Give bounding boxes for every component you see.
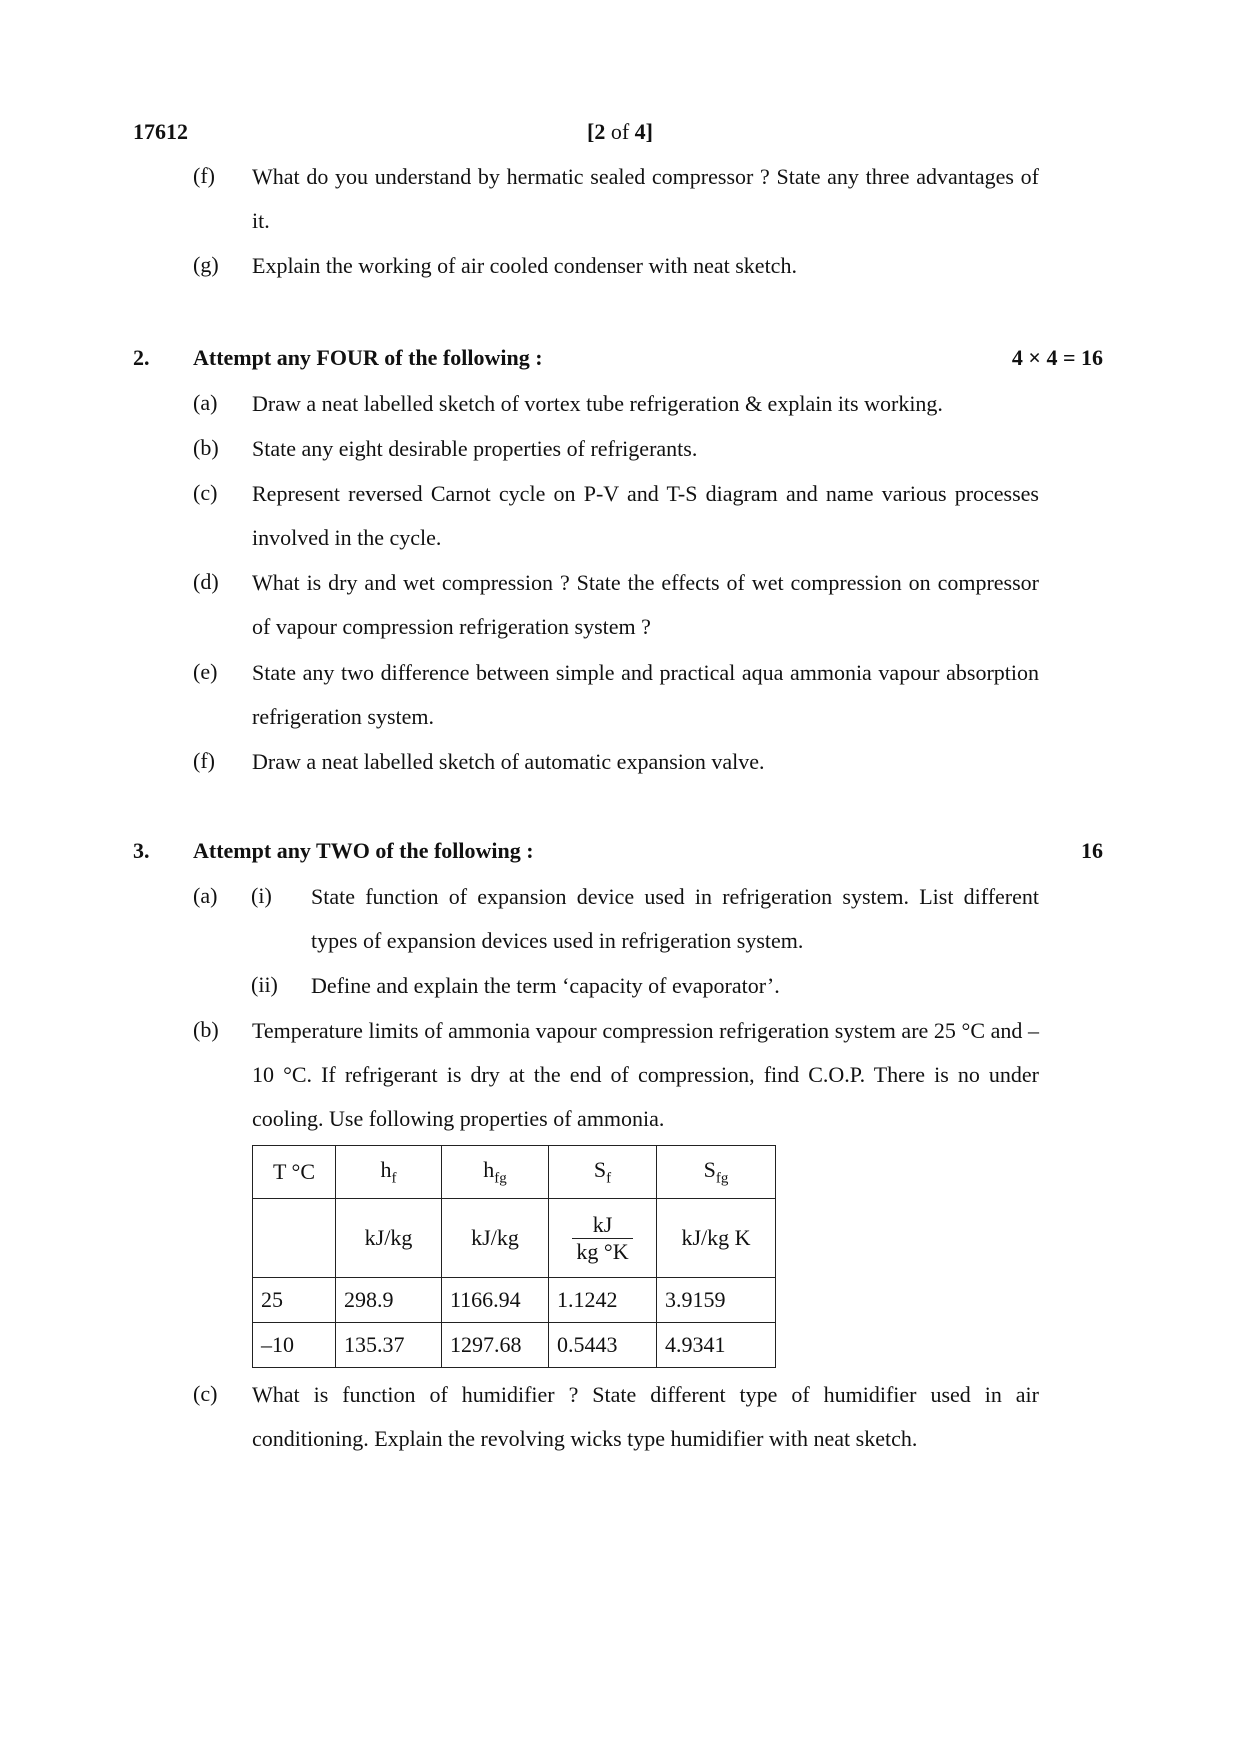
q2-a-text: Draw a neat labelled sketch of vortex tube refrigeration & explain its working. xyxy=(252,391,943,416)
table-cell: 4.9341 xyxy=(657,1323,776,1368)
q2-marks: 4 × 4 = 16 xyxy=(1011,345,1103,370)
q2-b-label: (b) xyxy=(193,435,219,460)
table-header-row xyxy=(253,1146,776,1199)
q3-b-label: (b) xyxy=(193,1017,219,1042)
unit-fraction: $\frac{kJ}{kg ^\circ K}$ xyxy=(572,1212,632,1265)
q2-f-label: (f) xyxy=(193,748,215,773)
table-unit-cell: kJ/kg xyxy=(336,1199,442,1278)
table-header-cell: $S_{fg}$ xyxy=(657,1146,776,1199)
table-row xyxy=(253,1323,776,1368)
q2-c-label: (c) xyxy=(193,480,218,505)
q1-g-text: Explain the working of air cooled condenser with neat sketch. xyxy=(252,253,797,278)
table-header-cell: T °C xyxy=(253,1146,336,1199)
q3-a-label: (a) xyxy=(193,883,218,908)
q2-b-text: State any eight desirable properties of refrigerants. xyxy=(252,436,698,461)
q1-f-text: What do you understand by hermatic sealed compressor ? State any three advantages of it. xyxy=(252,164,1039,233)
q2-title: Attempt any FOUR of the following : xyxy=(193,345,543,370)
table-cell: 298.9 xyxy=(336,1278,442,1323)
q2-e-text: State any two difference between simple and practical aqua ammonia vapour absorption refrigeration system. xyxy=(252,660,1039,729)
q2-number: 2. xyxy=(133,345,150,370)
paper-code: 17612 xyxy=(133,119,188,144)
q3-a-ii-label: (ii) xyxy=(251,972,278,997)
q3-c-label: (c) xyxy=(193,1381,218,1406)
table-cell: 0.5443 xyxy=(549,1323,657,1368)
q3-title: Attempt any TWO of the following : xyxy=(193,838,534,863)
table-cell: 1166.94 xyxy=(442,1278,549,1323)
table-unit-cell: kJ/kg K xyxy=(657,1199,776,1278)
q3-b-text: Temperature limits of ammonia vapour compression refrigeration system are 25 °C and –10 °C. If refrigerant is dry at the end of compression, find C.O.P. There is no under cooling. Use following properties of ammonia. xyxy=(252,1018,1039,1131)
q3-number: 3. xyxy=(133,838,150,863)
table-cell: –10 xyxy=(253,1323,336,1368)
table-cell: 135.37 xyxy=(336,1323,442,1368)
table-cell: 3.9159 xyxy=(657,1278,776,1323)
q1-f-label: (f) xyxy=(193,163,215,188)
q3-a-i-label: (i) xyxy=(251,883,272,908)
table-unit-cell xyxy=(253,1199,336,1278)
table-cell: 25 xyxy=(253,1278,336,1323)
table-unit-cell: kJ/kg xyxy=(442,1199,549,1278)
table-units-row xyxy=(253,1199,776,1278)
table-cell: 1297.68 xyxy=(442,1323,549,1368)
q2-d-label: (d) xyxy=(193,569,219,594)
q2-c-text: Represent reversed Carnot cycle on P-V and T-S diagram and name various processes involved in the cycle. xyxy=(252,481,1039,550)
ammonia-properties-table xyxy=(252,1145,776,1368)
q1-g-label: (g) xyxy=(193,252,219,277)
q3-c-text: What is function of humidifier ? State different type of humidifier used in air conditioning. Explain the revolving wicks type humidifier with neat sketch. xyxy=(252,1382,1039,1451)
q3-a-i-text: State function of expansion device used in refrigeration system. List different types of expansion devices used in refrigeration system. xyxy=(311,884,1039,953)
q3-a-ii-text: Define and explain the term ‘capacity of evaporator’. xyxy=(311,973,780,998)
table-cell: 1.1242 xyxy=(549,1278,657,1323)
table-header-cell: $S_f$ xyxy=(549,1146,657,1199)
q2-d-text: What is dry and wet compression ? State the effects of wet compression on compressor of vapour compression refrigeration system ? xyxy=(252,570,1039,639)
q2-e-label: (e) xyxy=(193,659,218,684)
table-header-cell: $h_f$ xyxy=(336,1146,442,1199)
table-row xyxy=(253,1278,776,1323)
table-header-cell: $h_{fg}$ xyxy=(442,1146,549,1199)
q3-marks: 16 xyxy=(1081,838,1103,863)
q2-a-label: (a) xyxy=(193,390,218,415)
q2-f-text: Draw a neat labelled sketch of automatic expansion valve. xyxy=(252,749,765,774)
page-indicator: [2 of 4] xyxy=(587,119,653,144)
table-unit-cell xyxy=(549,1199,657,1278)
